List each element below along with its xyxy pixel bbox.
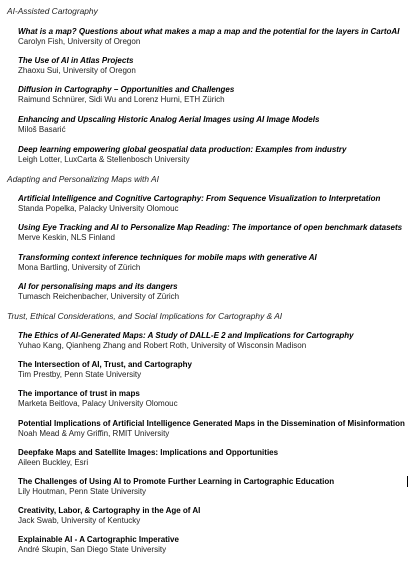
entry-authors: Lily Houtman, Penn State University (18, 487, 147, 496)
entry-authors: Tumasch Reichenbacher, University of Zürich (18, 292, 180, 301)
entry-title: Using Eye Tracking and AI to Personalize Map Reading: The importance of open benchmark datasets (18, 223, 403, 232)
entry-title: Diffusion in Cartography – Opportunities and Challenges (18, 85, 235, 94)
list-item (0, 282, 410, 302)
list-item (0, 448, 410, 468)
list-item (0, 115, 410, 135)
entry-authors: Yuhao Kang, Qianheng Zhang and Robert Roth, University of Wisconsin Madison (18, 341, 307, 350)
entry-title: Creativity, Labor, & Cartography in the Age of AI (18, 506, 201, 515)
list-item (0, 145, 410, 165)
section-ai-assisted-cartography (0, 6, 410, 16)
entry-authors: Merve Keskin, NLS Finland (18, 233, 115, 242)
entry-authors: Zhaoxu Sui, University of Oregon (18, 66, 136, 75)
section-heading: Adapting and Personalizing Maps with AI (7, 174, 159, 184)
entry-title: What is a map? Questions about what makes a map a map and the potential for the layers in CartoAI (18, 27, 400, 36)
entry-authors: Raimund Schnürer, Sidi Wu and Lorenz Hurni, ETH Zürich (18, 95, 225, 104)
entry-title: Transforming context inference techniques for mobile maps with generative AI (18, 253, 317, 262)
entry-authors: Miloš Basarić (18, 125, 66, 134)
list-item (0, 419, 410, 439)
entry-authors: Jack Swab, University of Kentucky (18, 516, 141, 525)
list-item (0, 253, 410, 273)
entry-title: AI for personalising maps and its dangers (18, 282, 178, 291)
list-item (0, 27, 410, 47)
entry-title: Potential Implications of Artificial Intelligence Generated Maps in the Dissemination of Misinformation (18, 419, 405, 428)
list-item (0, 535, 410, 555)
entry-title: Artificial Intelligence and Cognitive Cartography: From Sequence Visualization to Interpretation (18, 194, 381, 203)
entry-title: Explainable AI - A Cartographic Imperative (18, 535, 179, 544)
list-item (0, 477, 410, 497)
entry-authors: Leigh Lotter, LuxCarta & Stellenbosch University (18, 155, 190, 164)
entry-title: The Ethics of AI-Generated Maps: A Study of DALL-E 2 and Implications for Cartography (18, 331, 354, 340)
list-item (0, 85, 410, 105)
list-item (0, 223, 410, 243)
entry-authors: Mona Bartling, University of Zürich (18, 263, 141, 272)
entry-authors: Carolyn Fish, University of Oregon (18, 37, 141, 46)
list-item (0, 194, 410, 214)
text-cursor (407, 476, 408, 487)
section-trust-ethics (0, 311, 410, 321)
section-heading: Trust, Ethical Considerations, and Social Implications for Cartography & AI (7, 311, 283, 321)
section-adapting-personalizing (0, 174, 410, 184)
entry-title: The Use of AI in Atlas Projects (18, 56, 134, 65)
entry-authors: Noah Mead & Amy Griffin, RMIT University (18, 429, 170, 438)
list-item (0, 331, 410, 351)
list-item (0, 506, 410, 526)
entry-title: The Challenges of Using AI to Promote Further Learning in Cartographic Education (18, 477, 335, 486)
entry-authors: Aileen Buckley, Esri (18, 458, 89, 467)
list-item (0, 360, 410, 380)
entry-authors: Marketa Beitlova, Palacy University Olomouc (18, 399, 178, 408)
entry-title: The Intersection of AI, Trust, and Cartography (18, 360, 192, 369)
entry-title: Deepfake Maps and Satellite Images: Implications and Opportunities (18, 448, 279, 457)
section-heading: AI-Assisted Cartography (7, 6, 98, 16)
entry-title: Enhancing and Upscaling Historic Analog Aerial Images using AI Image Models (18, 115, 320, 124)
entry-title: The importance of trust in maps (18, 389, 140, 398)
entry-authors: Tim Prestby, Penn State University (18, 370, 142, 379)
list-item (0, 389, 410, 409)
entry-authors: Standa Popelka, Palacky University Olomouc (18, 204, 179, 213)
entry-authors: André Skupin, San Diego State University (18, 545, 167, 554)
list-item (0, 56, 410, 76)
entry-title: Deep learning empowering global geospatial data production: Examples from industry (18, 145, 347, 154)
